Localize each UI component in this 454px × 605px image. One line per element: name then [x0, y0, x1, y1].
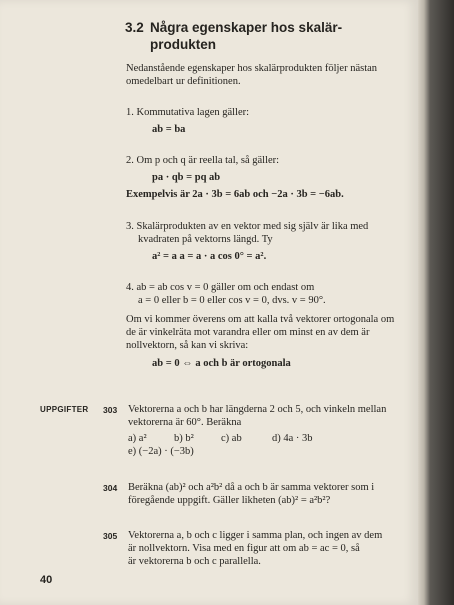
intro-line2: omedelbart ur definitionen.	[126, 76, 241, 87]
exercise-303-part-a: a) a²	[128, 433, 147, 444]
rule3-formula: a² = a a = a · a cos 0° = a².	[152, 251, 267, 262]
exercise-303-number: 303	[103, 405, 118, 415]
ortho-line2: de är vinkelräta mot varandra eller om minst en av dem är	[126, 327, 370, 338]
intro-line1: Nedanstående egenskaper hos skalärprodukten följer nästan	[126, 63, 378, 74]
exercise-304-line1: Beräkna (ab)² och a²b² då a och b är samma vektorer som i	[128, 482, 375, 493]
rule1-text: 1. Kommutativa lagen gäller:	[126, 107, 250, 118]
exercise-303-part-b: b) b²	[174, 433, 194, 444]
exercise-303-line2: vektorerna är 60°. Beräkna	[128, 417, 242, 428]
ortho-line1: Om vi kommer överens om att kalla två vektorer ortogonala om	[126, 314, 395, 325]
rule2-formula: pa · qb = pq ab	[152, 172, 221, 183]
exercise-303-line1: Vektorerna a och b har längderna 2 och 5, och vinkeln mellan	[128, 404, 387, 415]
exercise-303-part-e: e) (−2a) · (−3b)	[128, 446, 194, 457]
section-title-line2: produkten	[150, 37, 216, 52]
exercise-305-number: 305	[103, 531, 118, 541]
rule2-example: Exempelvis är 2a · 3b = 6ab och −2a · 3b = −6ab.	[126, 189, 344, 200]
exercise-305-line2: är nollvektorn. Visa med en figur att om ab = ac = 0, så	[128, 543, 360, 554]
rule3-line2: kvadraten på vektorns längd. Ty	[138, 234, 273, 245]
ortho-line3: nollvektorn, så kan vi skriva:	[126, 340, 249, 351]
exercise-303-part-d: d) 4a · 3b	[272, 433, 313, 444]
book-spine-shadow	[418, 0, 454, 605]
rule3-line1: 3. Skalärprodukten av en vektor med sig själv är lika med	[126, 221, 369, 232]
rule4-line2: a = 0 eller b = 0 eller cos v = 0, dvs. v = 90°.	[138, 295, 326, 306]
exercise-303-part-c: c) ab	[221, 433, 242, 444]
page-number: 40	[40, 574, 53, 586]
rule4-line1: 4. ab = ab cos v = 0 gäller om och endast om	[126, 282, 315, 293]
exercise-304-number: 304	[103, 483, 118, 493]
exercise-304-line2: föregående uppgift. Gäller likheten (ab)² = a²b²?	[128, 495, 331, 506]
exercise-305-line3: är vektorerna b och c parallella.	[128, 556, 261, 567]
section-title-line1: Några egenskaper hos skalär-	[150, 20, 343, 35]
ortho-formula: ab = 0 ⇔ a och b är ortogonala	[152, 358, 291, 369]
exercises-label: UPPGIFTER	[40, 405, 89, 414]
exercise-305-line1: Vektorerna a, b och c ligger i samma plan, och ingen av dem	[128, 530, 383, 541]
rule1-formula: ab = ba	[152, 124, 186, 135]
section-number: 3.2	[125, 20, 144, 35]
rule2-text: 2. Om p och q är reella tal, så gäller:	[126, 155, 280, 166]
